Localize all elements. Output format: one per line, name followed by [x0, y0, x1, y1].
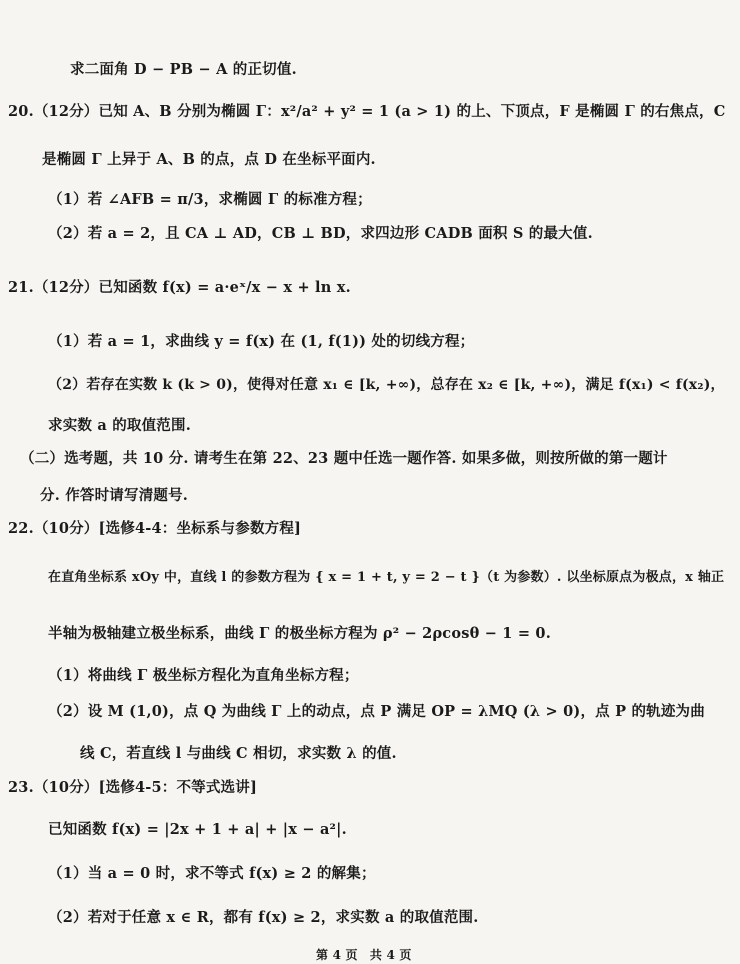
- text-line-q20-1: （1）若 ∠AFB = π/3，求椭圆 Γ 的标准方程；: [48, 191, 372, 208]
- text-line-section-2: （二）选考题，共 10 分. 请考生在第 22、23 题中任选一题作答. 如果多做，则按所做的第一题计: [20, 450, 668, 467]
- text-line-q21: 21.（12分）已知函数 f(x) = a·eˣ/x − x + ln x.: [8, 279, 351, 296]
- text-line-q21-2: （2）若存在实数 k (k > 0)，使得对任意 x₁ ∈ [k, +∞)，总存在 x₂ ∈ [k, +∞)，满足 f(x₁) < f(x₂)，: [48, 377, 725, 393]
- text-line-q22-1: （1）将曲线 Γ 极坐标方程化为直角坐标方程；: [48, 667, 359, 684]
- text-line-q23-2: （2）若对于任意 x ∈ R，都有 f(x) ≥ 2，求实数 a 的取值范围.: [48, 909, 479, 926]
- page-footer: 第 4 页 共 4 页: [316, 948, 412, 962]
- text-line-q20-cont: 是椭圆 Γ 上异于 A、B 的点，点 D 在坐标平面内.: [42, 151, 376, 168]
- text-line-q22: 22.（10分）[选修4-4：坐标系与参数方程]: [8, 520, 302, 537]
- text-line-q20-2: （2）若 a = 2，且 CA ⊥ AD，CB ⊥ BD，求四边形 CADB 面积 S 的最大值.: [48, 225, 593, 242]
- text-line-q20: 20.（12分）已知 A、B 分别为椭圆 Γ：x²/a² + y² = 1 (a > 1) 的上、下顶点，F 是椭圆 Γ 的右焦点，C: [8, 103, 726, 120]
- text-line-q23: 23.（10分）[选修4-5：不等式选讲]: [8, 779, 258, 796]
- text-line-q23-stem: 已知函数 f(x) = |2x + 1 + a| + |x − a²|.: [48, 821, 347, 838]
- text-line-q22-2-cont: 线 C，若直线 l 与曲线 C 相切，求实数 λ 的值.: [80, 745, 397, 762]
- text-line-q21-2-cont: 求实数 a 的取值范围.: [48, 417, 191, 434]
- text-line-q22-stem-cont: 半轴为极轴建立极坐标系，曲线 Γ 的极坐标方程为 ρ² − 2ρcosθ − 1 = 0.: [48, 625, 551, 642]
- text-line-q21-1: （1）若 a = 1，求曲线 y = f(x) 在 (1, f(1)) 处的切线方程；: [48, 333, 475, 350]
- text-line-q23-1: （1）当 a = 0 时，求不等式 f(x) ≥ 2 的解集；: [48, 865, 376, 882]
- text-line-q22-stem: 在直角坐标系 xOy 中，直线 l 的参数方程为 { x = 1 + t, y = 2 − t }（t 为参数）. 以坐标原点为极点，x 轴正: [48, 570, 725, 585]
- text-line-q22-2: （2）设 M (1,0)，点 Q 为曲线 Γ 上的动点，点 P 满足 OP = λMQ (λ > 0)，点 P 的轨迹为曲: [48, 703, 705, 720]
- text-line-q19-end: 求二面角 D − PB − A 的正切值.: [70, 61, 297, 78]
- text-line-section-2-cont: 分. 作答时请写清题号.: [40, 487, 189, 504]
